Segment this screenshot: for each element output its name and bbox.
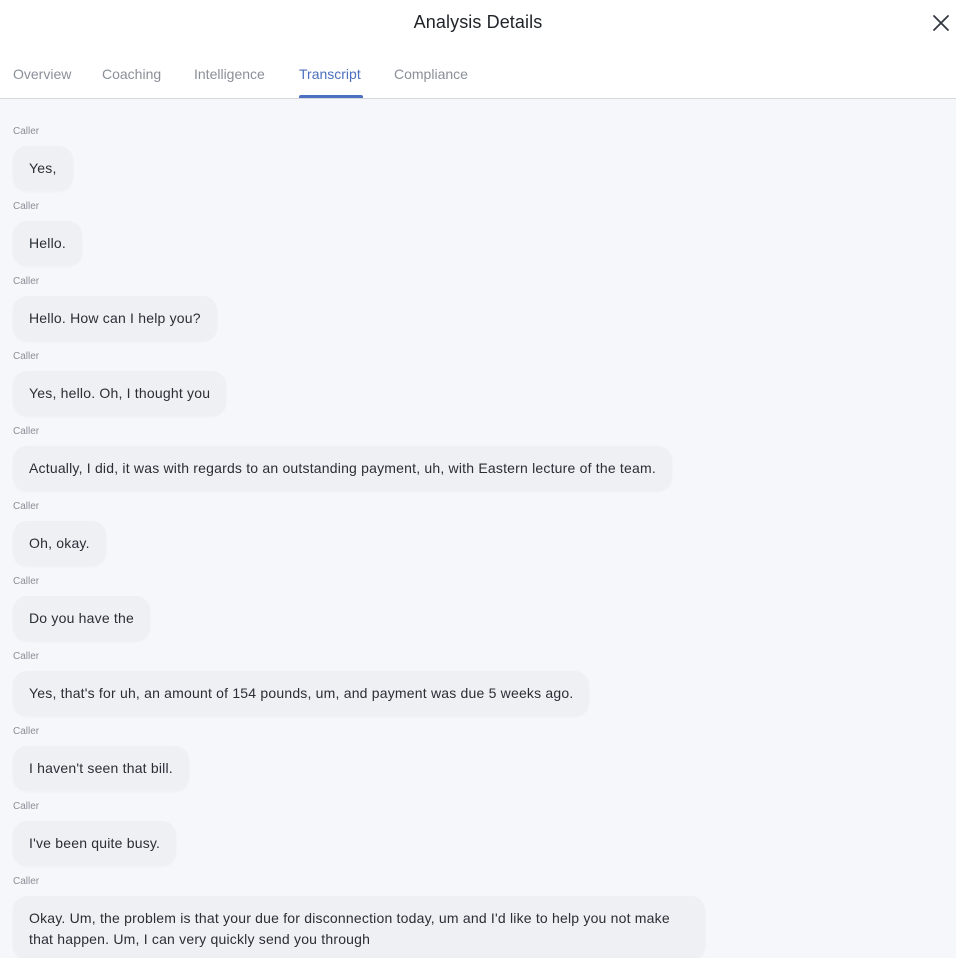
message-bubble: Oh, okay. [13,521,106,566]
dialog-header [0,0,956,48]
speaker-label: Caller [13,351,40,362]
speaker-label: Caller [13,501,40,512]
tab-overview[interactable]: Overview [13,66,72,82]
transcript-message [13,876,705,958]
speaker-label: Caller [13,126,40,137]
transcript-message [13,651,589,716]
speaker-label: Caller [13,651,40,662]
speaker-label: Caller [13,426,40,437]
transcript-message [13,801,176,866]
message-bubble: Hello. [13,221,82,266]
tab-compliance[interactable]: Compliance [394,66,468,82]
speaker-label: Caller [13,726,40,737]
transcript-message [13,726,189,791]
speaker-label: Caller [13,576,40,587]
message-bubble: Okay. Um, the problem is that your due for disconnection today, um and I'd like to help you not make that happen. Um, I can very quickly send you through [13,896,705,958]
message-bubble: Hello. How can I help you? [13,296,217,341]
active-tab-indicator [299,95,363,98]
speaker-label: Caller [13,801,40,812]
transcript-message [13,501,106,566]
message-bubble: Yes, hello. Oh, I thought you [13,371,226,416]
message-bubble: Yes, [13,146,73,191]
message-bubble: Do you have the [13,596,150,641]
speaker-label: Caller [13,876,40,887]
transcript-message [13,351,226,416]
transcript-message [13,276,217,341]
speaker-label: Caller [13,276,40,287]
tab-coaching[interactable]: Coaching [102,66,162,82]
transcript-message [13,426,672,491]
message-bubble: I've been quite busy. [13,821,176,866]
close-icon [932,14,950,32]
tab-transcript[interactable]: Transcript [299,66,361,82]
tab-bar [0,48,956,99]
message-bubble: Yes, that's for uh, an amount of 154 pounds, um, and payment was due 5 weeks ago. [13,671,589,716]
transcript-message [13,201,82,266]
transcript-message [13,126,73,191]
close-button[interactable] [930,12,952,34]
transcript-message [13,576,150,641]
message-bubble: Actually, I did, it was with regards to an outstanding payment, uh, with Eastern lecture of the team. [13,446,672,491]
page-title: Analysis Details [413,12,543,32]
transcript-panel[interactable] [0,99,956,958]
tab-intelligence[interactable]: Intelligence [194,66,265,82]
message-bubble: I haven't seen that bill. [13,746,189,791]
speaker-label: Caller [13,201,40,212]
